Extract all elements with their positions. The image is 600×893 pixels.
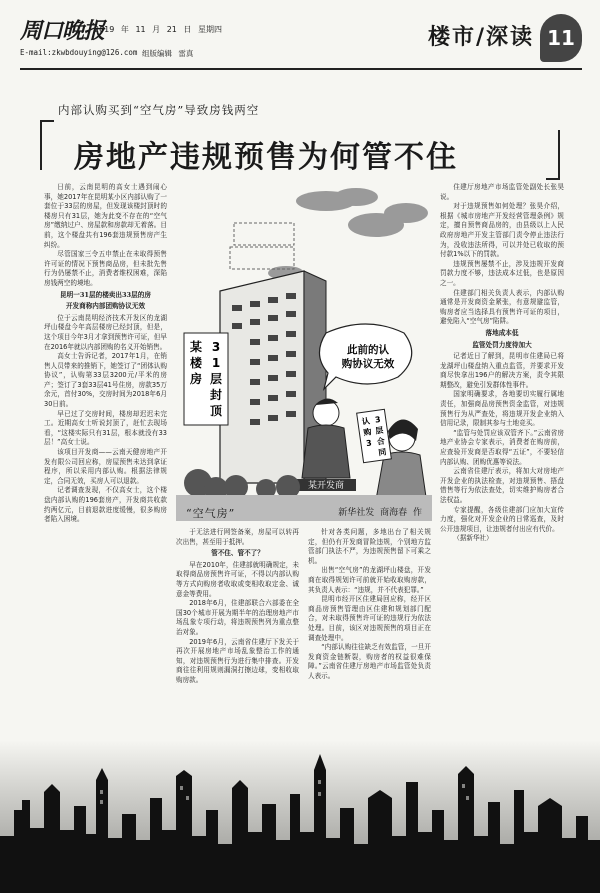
- speech-bubble-line-2: 购协议无效: [341, 358, 395, 370]
- illustration-caption: [186, 505, 422, 521]
- paragraph: 昆明市经开区住建局回应称，经开区商品房预售管理由区住建和规划部门配合，对未取得预售许可证的违规行为依法处理。目前，该区对违规预售的项目正在调查处理中。: [308, 595, 431, 642]
- paragraph: 针对各类问题，多地出台了相关规定，但仍有开发商冒险违规，个别地方监管部门执法不严，为违规预售留下可乘之机。: [308, 528, 431, 565]
- building-sign-char: 1: [211, 356, 221, 370]
- article-column-1: [44, 183, 167, 745]
- paragraph: 记者近日了解到，昆明市住建局已将龙湖坪山楼盘纳入重点监管，并要求开发商尽快拿出196户的解决方案，责令其限期整改，避免引发群体性事件。: [440, 352, 564, 389]
- issue-date: 2019 年 11 月 21 日 星期四: [94, 25, 222, 34]
- building-sign-char: 层: [209, 372, 223, 386]
- contract-char: 购: [362, 427, 373, 438]
- building-sign-char: 封: [209, 388, 223, 402]
- caption-credit: 新华社发 商海春 作: [338, 508, 422, 518]
- paragraph: 位于云南昆明经济技术开发区的龙湖坪山楼盘今年高层楼房已经封顶，但是，这个项目今年3月才拿到预售许可证，但早在2016年就以内部团购的名义开始销售。: [44, 313, 167, 351]
- paragraph: 住建厅房地产市场监管处副处长张昊说。: [440, 183, 564, 201]
- column-subhead: 开发商称内部团购协议无效: [65, 302, 146, 311]
- city-skyline-icon: [0, 740, 600, 893]
- paragraph: 云南省住建厅表示，将加大对房地产开发企业的执法检查，对违规预售、捂盘惜售等行为依法查处，切实维护购房者合法权益。: [440, 467, 564, 504]
- paragraph: 记者调查发现，不仅高女士，这个楼盘内部认购的196套房产，开发商共收款约两亿元，目前退款进度缓慢，很多购房者陷入困境。: [44, 486, 167, 524]
- paragraph: 高女士告诉记者，2017年1月，在销售人员带来的推销下，她签订了“团体认购协议”，认购第33层3200元/平米的房产；签订了3套33层41号住房，房款35万余元，首付30%，交房时间为2018年6月30日前。: [44, 352, 167, 409]
- paragraph: 尽管国家三令五申禁止在未取得预售许可证的情况下预售商品房，但未批先售行为仍屡禁不止，消费者维权困难，深陷房钱两空的境地。: [44, 250, 167, 287]
- masthead: [20, 14, 582, 66]
- paragraph: 出售“空气房”的龙湖坪山楼盘，开发商在取得规划许可前就开始收取购房款，其负责人表示：“违规，并不代表犯罪。”: [308, 566, 431, 594]
- contract-char: 认: [361, 416, 371, 427]
- page-number-badge: 11: [540, 14, 582, 62]
- paragraph: 2018年6月，住建部联合六部委在全国30个城市开展为期半年的治理房地产市场乱象专项行动，将违规预售列为重点整治对象。: [176, 599, 299, 636]
- contract-char: 同: [377, 447, 387, 458]
- headline-frame-right: [546, 130, 560, 180]
- newspaper-logo: 周口晚报: [20, 18, 105, 44]
- paragraph: 专家提醒，各级住建部门应加大宣传力度，强化对开发企业的日常巡查，及时公开违规项目，让违规者付出应有代价。: [440, 505, 564, 533]
- caption-title: “空气房”: [186, 507, 236, 520]
- building-sign-char: 房: [189, 372, 203, 386]
- column-subhead: 昆明一31层的楼卖出33层的房: [60, 290, 151, 299]
- article-kicker: 内部认购买到“空气房”导致房钱两空: [58, 103, 260, 117]
- article-column-4: [440, 183, 564, 745]
- article-column-2: [176, 528, 299, 748]
- paragraph: 于无法进行网签备案，房屋可以转再次出售，甚至用于抵押。: [176, 528, 299, 546]
- paragraph: 住建部门相关负责人表示，内部认购通常是开发商资金紧张，有意规避监管，购房者应当选择具有预售许可证的项目，避免陷入“空气房”陷阱。: [440, 288, 564, 326]
- contract-char: 3: [374, 414, 382, 425]
- editor-credit: 组版编辑 雷真: [142, 49, 194, 58]
- column-subhead: 落地成本低: [485, 328, 519, 337]
- paragraph: 早在2010年，住建部就明确规定，未取得商品房预售许可证，不得以内部认购等方式向购房者收取或变相收取定金、诚意金等费用。: [176, 560, 299, 598]
- headline-frame-left: [40, 120, 54, 170]
- article-headline: 房地产违规预售为何管不住: [74, 140, 458, 175]
- contract-char: 3: [365, 438, 373, 449]
- article-column-3: [308, 528, 431, 748]
- paragraph: 该项目开发商——云南天健房地产开发有限公司回应称，房屋预售未达到拿证程序，所以采用内部认购。根据法律规定，合同无效，买房人可以退款。: [44, 448, 167, 485]
- developer-tag: 某开发商: [307, 481, 345, 491]
- masthead-rule: [20, 68, 582, 70]
- building-sign-char: 3: [211, 340, 221, 354]
- paragraph: “监管与处罚应该双管齐下。”云南省房地产业协会专家表示，消费者在购房前，应查验开发商是否取得“五证”，不要轻信内部认购、团购优惠等说法。: [440, 428, 564, 466]
- paragraph: 国家明确要求，各地要切实履行属地责任，加强商品房预售资金监管，对违规预售行为从严查处，将违规开发企业纳入信用记录，限制其参与土地竞买。: [440, 390, 564, 428]
- paragraph: （据新华社）: [453, 534, 493, 543]
- building-sign-char: 某: [189, 340, 203, 354]
- contract-char: 层: [374, 425, 384, 436]
- column-subhead: 管不住、管不了？: [211, 549, 264, 558]
- cartoon-illustration: [176, 183, 432, 521]
- speech-bubble-line-1: 此前的认: [347, 344, 389, 356]
- building-sign-char: 楼: [189, 356, 203, 370]
- building-sign-char: 顶: [209, 404, 223, 418]
- paragraph: 日前，云南昆明的高女士遇到闹心事，她2017年在昆明某小区内部认购了一套位于33层的房屋，但发现该楼封顶时的楼房只有31层，她为此变不存在的“空气房”缴纳过户、房屋款和房款却无着落。目前，这个楼盘共有196套违规预售房产生纠纷。: [44, 183, 167, 249]
- paragraph: 2019年6月，云南省住建厅下发关于再次开展房地产市场乱象整治工作的通知，对违规预售行为进行集中排查。开发商往往利用规则漏洞打擦边球，变相收取购房款。: [176, 637, 299, 684]
- contact-email: E-mail:zkwbdouying@126.com: [20, 48, 138, 57]
- paragraph: 对于违规预售如何处理？张昊介绍，根据《城市房地产开发经营管理条例》规定，擅自预售商品房的，由县级以上人民政府房地产开发主管部门责令停止违法行为，没收违法所得，可以并处已收取的预付款1%以下的罚款。: [440, 202, 564, 259]
- column-subhead: 监管处罚力度待加大: [472, 340, 532, 349]
- paragraph: “内部认购往往缺乏有效监管，一旦开发商资金链断裂，购房者的权益很难保障。”云南省住建厅房地产市场监管处负责人表示。: [308, 643, 431, 680]
- contract-char: 合: [376, 436, 386, 447]
- paragraph: 早已过了交房时间，楼房却迟迟未完工。近期高女士听说封顶了，赶忙去现场看，“这楼实际只有31层，根本就没有33层！”高女士说。: [44, 409, 167, 447]
- paragraph: 违规预售屡禁不止，涉及违规开发商罚款力度不够，违法成本过低，也是原因之一。: [440, 259, 564, 287]
- section-title: 楼市/深读: [427, 24, 534, 50]
